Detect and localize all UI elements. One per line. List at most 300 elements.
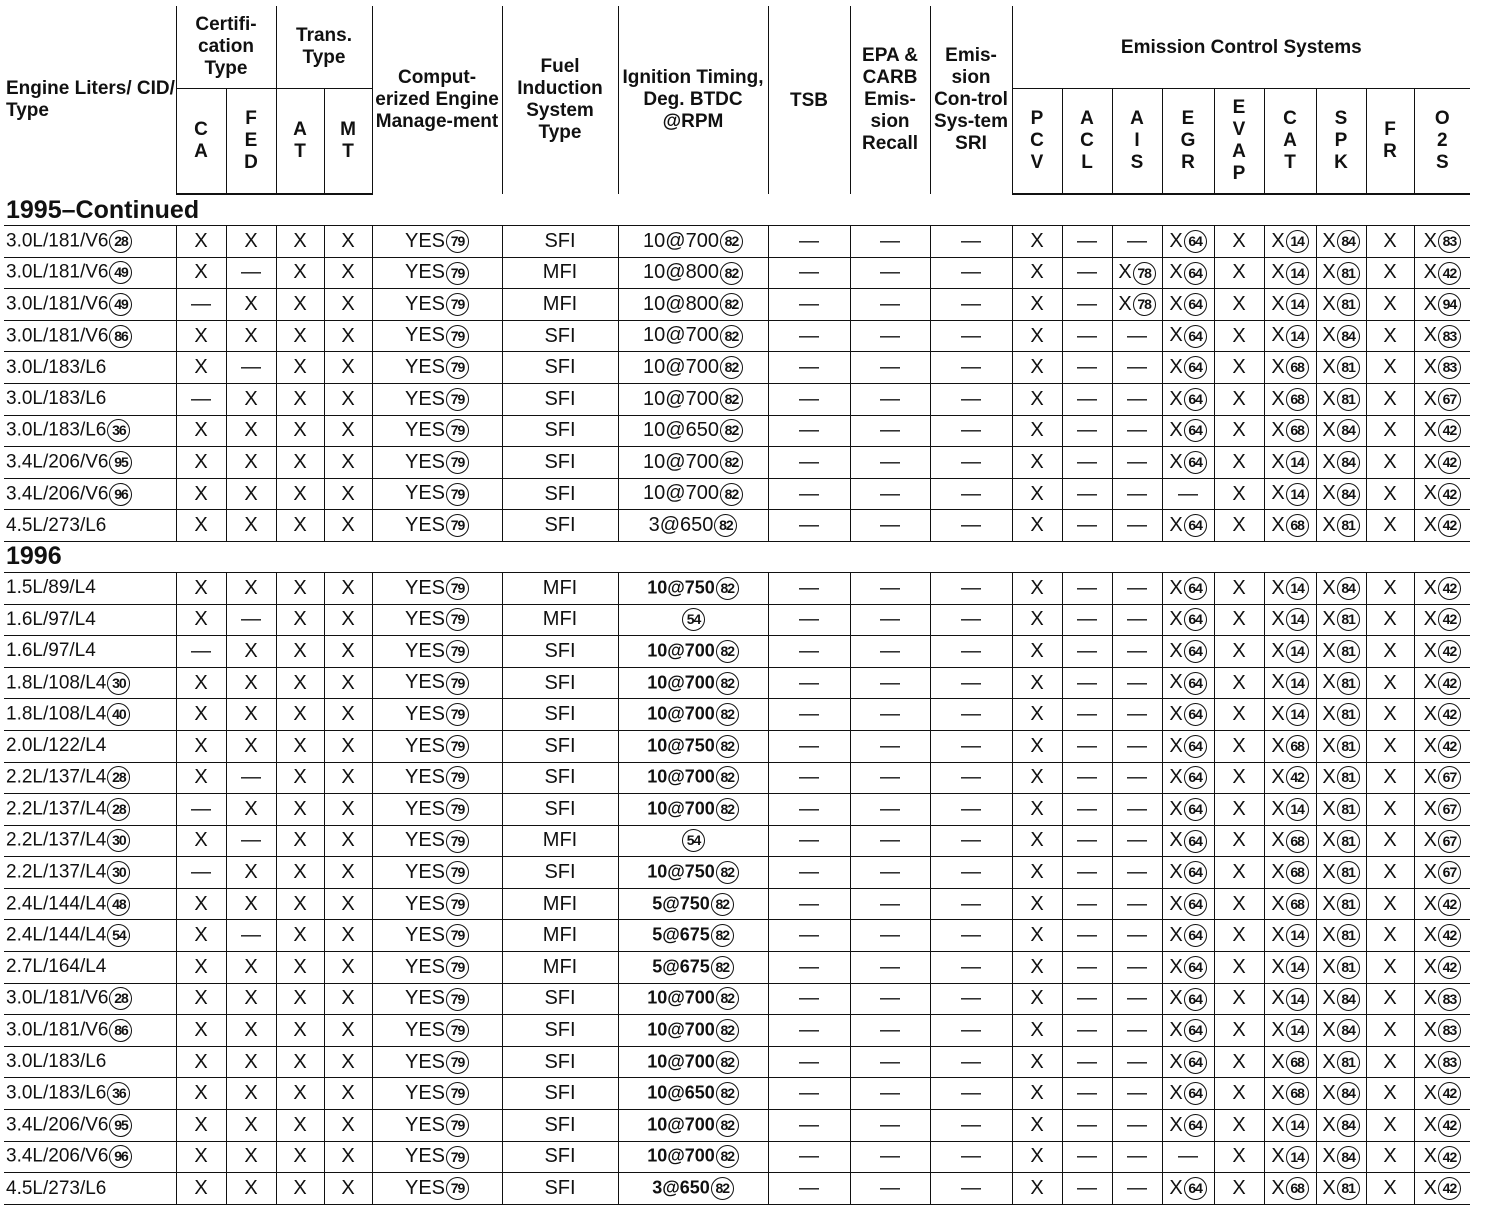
footnote-ref: 82 xyxy=(720,230,743,253)
ignition-cell xyxy=(618,352,768,384)
engine-cell-value: 2.2L/137/L4 xyxy=(6,798,107,820)
cat-cell xyxy=(1264,1078,1316,1110)
acl-cell-value: — xyxy=(1077,1019,1098,1042)
footnote-ref: 64 xyxy=(1184,608,1207,631)
trans-at-cell-value: X xyxy=(293,734,307,757)
computerized-cell-value: YES xyxy=(405,734,446,757)
cert-fed-cell xyxy=(226,604,276,636)
evap-cell xyxy=(1214,352,1264,384)
o2s-cell xyxy=(1414,289,1470,321)
cert-ca-cell-value: X xyxy=(194,829,208,852)
computerized-cell-value: YES xyxy=(405,892,446,915)
engine-cell xyxy=(4,226,176,258)
footnote-ref: 84 xyxy=(1337,419,1360,442)
footnote-ref: 82 xyxy=(720,356,743,379)
fr-cell xyxy=(1366,794,1414,826)
emission-sri-cell xyxy=(930,888,1012,920)
footnote-ref: 82 xyxy=(716,640,739,663)
cat-cell-value: X xyxy=(1271,1145,1285,1168)
cat-cell-value: X xyxy=(1271,292,1285,315)
footnote-ref: 81 xyxy=(1337,956,1360,979)
ignition-cell xyxy=(618,983,768,1015)
ignition-cell-value: 10@700 xyxy=(647,703,715,724)
cat-cell xyxy=(1264,572,1316,604)
o2s-cell xyxy=(1414,794,1470,826)
epa-carb-cell-value: — xyxy=(880,1177,901,1200)
fr-cell xyxy=(1366,762,1414,794)
cert-fed-cell xyxy=(226,794,276,826)
computerized-cell xyxy=(372,1015,502,1047)
pcv-cell xyxy=(1012,730,1062,762)
evap-cell xyxy=(1214,1110,1264,1142)
cert-fed-cell xyxy=(226,699,276,731)
ignition-cell-value: 10@700 xyxy=(643,356,719,379)
footnote-ref: 42 xyxy=(1438,703,1461,726)
footnote-ref: 68 xyxy=(1286,735,1309,758)
engine-cell-value: 3.4L/206/V6 xyxy=(6,1145,109,1167)
epa-carb-cell-value: — xyxy=(880,450,901,473)
table-row xyxy=(4,510,1470,542)
acl-cell-value: — xyxy=(1077,766,1098,789)
pcv-cell-value: X xyxy=(1030,797,1044,820)
pcv-cell xyxy=(1012,920,1062,952)
pcv-cell-value: X xyxy=(1030,1050,1044,1073)
footnote-ref: 14 xyxy=(1286,1114,1309,1137)
footnote-ref: 64 xyxy=(1184,293,1207,316)
footnote-ref: 36 xyxy=(107,419,130,442)
fr-cell-value: X xyxy=(1383,766,1397,789)
header-ecs-evap xyxy=(1214,89,1264,195)
footnote-ref: 64 xyxy=(1184,893,1207,916)
emission-sri-cell-value: — xyxy=(961,1145,982,1168)
trans-mt-cell-value: X xyxy=(341,608,355,631)
ais-cell-value: — xyxy=(1127,387,1148,410)
o2s-cell-value: X xyxy=(1423,1113,1437,1136)
footnote-ref: 81 xyxy=(1337,356,1360,379)
ignition-cell-value: 10@700 xyxy=(647,798,715,819)
table-row xyxy=(4,825,1470,857)
header-ecs-cat xyxy=(1264,89,1316,195)
footnote-ref: 82 xyxy=(716,577,739,600)
spk-cell xyxy=(1316,730,1366,762)
cat-cell-value: X xyxy=(1271,797,1285,820)
cert-ca-cell-value: — xyxy=(191,292,211,315)
spk-cell xyxy=(1316,699,1366,731)
ignition-cell-value: 3@650 xyxy=(652,1177,710,1198)
engine-cell-value: 3.0L/183/L6 xyxy=(6,1082,107,1104)
header-computerized: Comput-erized Engine Manage-ment xyxy=(372,6,502,194)
ignition-cell xyxy=(618,478,768,510)
cert-ca-cell xyxy=(176,226,226,258)
trans-at-cell xyxy=(276,447,324,479)
cert-fed-cell-value: — xyxy=(241,829,261,852)
evap-cell xyxy=(1214,320,1264,352)
footnote-ref: 42 xyxy=(1438,956,1461,979)
computerized-cell-value: YES xyxy=(405,1145,446,1168)
table-row xyxy=(4,699,1470,731)
trans-at-cell xyxy=(276,1173,324,1205)
ais-cell-value: — xyxy=(1127,1177,1148,1200)
spk-cell xyxy=(1316,478,1366,510)
fr-cell-value: X xyxy=(1383,987,1397,1010)
tsb-cell-value: — xyxy=(799,482,820,505)
emission-sri-cell-value: — xyxy=(961,324,982,347)
acl-cell-value: — xyxy=(1077,356,1098,379)
fuel-induction-cell xyxy=(502,794,618,826)
ignition-cell xyxy=(618,510,768,542)
cert-fed-cell-value: — xyxy=(241,608,261,631)
evap-cell xyxy=(1214,730,1264,762)
ais-cell xyxy=(1112,1015,1162,1047)
tsb-cell-value: — xyxy=(799,1113,820,1136)
header-ecs-o2s xyxy=(1414,89,1470,195)
epa-carb-cell xyxy=(850,699,930,731)
evap-cell-value: X xyxy=(1232,766,1246,789)
cert-ca-cell xyxy=(176,447,226,479)
footnote-ref: 42 xyxy=(1438,1082,1461,1105)
ais-cell xyxy=(1112,1110,1162,1142)
ignition-cell xyxy=(618,415,768,447)
computerized-cell-value: YES xyxy=(405,514,446,537)
cat-cell-value: X xyxy=(1271,987,1285,1010)
footnote-ref: 42 xyxy=(1438,577,1461,600)
pcv-cell-value: X xyxy=(1030,671,1044,694)
cat-cell xyxy=(1264,920,1316,952)
evap-cell xyxy=(1214,572,1264,604)
cert-ca-cell-value: — xyxy=(191,797,211,820)
trans-mt-cell-value: X xyxy=(341,861,355,884)
fuel-induction-cell xyxy=(502,320,618,352)
footnote-ref: 64 xyxy=(1184,735,1207,758)
trans-at-cell-value: X xyxy=(293,419,307,442)
epa-carb-cell-value: — xyxy=(880,387,901,410)
engine-cell-value: 1.5L/89/L4 xyxy=(6,577,96,599)
footnote-ref: 68 xyxy=(1286,1082,1309,1105)
trans-mt-cell-value: X xyxy=(341,892,355,915)
epa-carb-cell xyxy=(850,510,930,542)
fuel-induction-cell-value: SFI xyxy=(544,987,576,1010)
emission-sri-cell xyxy=(930,825,1012,857)
epa-carb-cell xyxy=(850,415,930,447)
egr-cell-value: X xyxy=(1169,829,1183,852)
cert-fed-cell xyxy=(226,636,276,668)
fr-cell xyxy=(1366,415,1414,447)
evap-cell xyxy=(1214,415,1264,447)
trans-mt-cell xyxy=(324,320,372,352)
footnote-ref: 67 xyxy=(1438,830,1461,853)
trans-mt-cell xyxy=(324,510,372,542)
cert-fed-cell xyxy=(226,415,276,447)
cert-ca-cell xyxy=(176,794,226,826)
engine-cell-value: 3.0L/181/V6 xyxy=(6,987,109,1009)
trans-at-cell xyxy=(276,730,324,762)
trans-at-cell xyxy=(276,289,324,321)
footnote-ref: 42 xyxy=(1438,1114,1461,1137)
footnote-ref: 28 xyxy=(109,230,132,253)
footnote-ref: 64 xyxy=(1184,1019,1207,1042)
footnote-ref: 79 xyxy=(446,766,469,789)
engine-cell xyxy=(4,825,176,857)
engine-cell xyxy=(4,636,176,668)
cert-fed-cell-value: X xyxy=(244,892,258,915)
computerized-cell-value: YES xyxy=(405,324,446,347)
footnote-ref: 82 xyxy=(711,893,734,916)
cert-ca-cell-value: X xyxy=(194,514,208,537)
cert-fed-cell-value: X xyxy=(244,482,258,505)
emission-spec-table xyxy=(4,6,1470,1205)
cert-ca-cell-value: X xyxy=(194,324,208,347)
epa-carb-cell xyxy=(850,320,930,352)
evap-cell xyxy=(1214,1046,1264,1078)
pcv-cell-value: X xyxy=(1030,419,1044,442)
table-row xyxy=(4,1110,1470,1142)
cat-cell-value: X xyxy=(1271,1082,1285,1105)
evap-cell xyxy=(1214,383,1264,415)
ignition-cell xyxy=(618,667,768,699)
footnote-ref: 79 xyxy=(446,1114,469,1137)
o2s-cell-value: X xyxy=(1423,797,1437,820)
evap-cell-value: X xyxy=(1232,419,1246,442)
cert-fed-cell-value: X xyxy=(244,1113,258,1136)
computerized-cell-value: YES xyxy=(405,987,446,1010)
trans-at-cell-value: X xyxy=(293,829,307,852)
evap-cell-value: X xyxy=(1232,1145,1246,1168)
o2s-cell-value: X xyxy=(1423,766,1437,789)
acl-cell xyxy=(1062,1015,1112,1047)
trans-at-cell-value: X xyxy=(293,924,307,947)
computerized-cell-value: YES xyxy=(405,1176,446,1199)
engine-cell-value: 4.5L/273/L6 xyxy=(6,1177,107,1199)
cert-fed-cell xyxy=(226,257,276,289)
computerized-cell-value: YES xyxy=(405,261,446,284)
footnote-ref: 96 xyxy=(109,1145,132,1168)
table-row xyxy=(4,730,1470,762)
acl-cell xyxy=(1062,699,1112,731)
table-row xyxy=(4,762,1470,794)
evap-cell xyxy=(1214,983,1264,1015)
evap-cell xyxy=(1214,1078,1264,1110)
engine-cell xyxy=(4,383,176,415)
fuel-induction-cell-value: MFI xyxy=(542,292,578,315)
footnote-ref: 83 xyxy=(1438,356,1461,379)
footnote-ref: 14 xyxy=(1286,483,1309,506)
cert-ca-cell-value: X xyxy=(194,987,208,1010)
pcv-cell-value: X xyxy=(1030,892,1044,915)
trans-at-cell xyxy=(276,478,324,510)
ais-cell xyxy=(1112,730,1162,762)
footnote-ref: 82 xyxy=(716,1051,739,1074)
emission-sri-cell-value: — xyxy=(961,671,982,694)
footnote-ref: 14 xyxy=(1286,325,1309,348)
trans-mt-cell-value: X xyxy=(341,797,355,820)
epa-carb-cell xyxy=(850,289,930,321)
o2s-cell xyxy=(1414,667,1470,699)
cert-ca-cell-value: X xyxy=(194,766,208,789)
footnote-ref: 67 xyxy=(1438,798,1461,821)
emission-sri-cell-value: — xyxy=(961,261,982,284)
table-row xyxy=(4,572,1470,604)
ignition-cell-value: 10@800 xyxy=(643,261,719,284)
ignition-cell-value: 3@650 xyxy=(648,514,714,537)
cert-ca-cell xyxy=(176,1141,226,1173)
cat-cell xyxy=(1264,447,1316,479)
fr-cell xyxy=(1366,1110,1414,1142)
pcv-cell-value: X xyxy=(1030,924,1044,947)
cat-cell xyxy=(1264,383,1316,415)
acl-cell-value: — xyxy=(1077,387,1098,410)
engine-cell xyxy=(4,699,176,731)
o2s-cell-value: X xyxy=(1423,229,1437,252)
egr-cell-value: X xyxy=(1169,1082,1183,1105)
o2s-cell xyxy=(1414,320,1470,352)
trans-mt-cell-value: X xyxy=(341,1113,355,1136)
cat-cell xyxy=(1264,1173,1316,1205)
trans-at-cell-value: X xyxy=(293,261,307,284)
o2s-cell-value: X xyxy=(1423,1018,1437,1041)
spk-cell-value: X xyxy=(1322,860,1336,883)
trans-at-cell-value: X xyxy=(293,797,307,820)
egr-cell xyxy=(1162,794,1214,826)
footnote-ref: 42 xyxy=(1438,672,1461,695)
cert-ca-cell xyxy=(176,604,226,636)
footnote-ref: 82 xyxy=(720,419,743,442)
ignition-cell xyxy=(618,825,768,857)
epa-carb-cell-value: — xyxy=(880,229,901,252)
cert-fed-cell xyxy=(226,1078,276,1110)
evap-cell xyxy=(1214,794,1264,826)
footnote-ref: 96 xyxy=(109,483,132,506)
cat-cell-value: X xyxy=(1271,829,1285,852)
fuel-induction-cell-value: SFI xyxy=(544,1082,576,1105)
footnote-ref: 67 xyxy=(1438,861,1461,884)
egr-cell xyxy=(1162,447,1214,479)
pcv-cell xyxy=(1012,572,1062,604)
ignition-cell-value: 5@675 xyxy=(652,924,710,945)
o2s-cell xyxy=(1414,825,1470,857)
cert-fed-cell-value: X xyxy=(244,419,258,442)
cat-cell xyxy=(1264,478,1316,510)
footnote-ref: 28 xyxy=(109,987,132,1010)
footnote-ref: 79 xyxy=(446,577,469,600)
o2s-cell xyxy=(1414,1173,1470,1205)
fr-cell-value: X xyxy=(1383,861,1397,884)
ignition-cell xyxy=(618,1078,768,1110)
acl-cell-value: — xyxy=(1077,671,1098,694)
emission-sri-cell xyxy=(930,920,1012,952)
ignition-cell xyxy=(618,447,768,479)
evap-cell-value: X xyxy=(1232,387,1246,410)
egr-cell-value: X xyxy=(1169,292,1183,315)
evap-cell-value: X xyxy=(1232,356,1246,379)
computerized-cell xyxy=(372,415,502,447)
computerized-cell xyxy=(372,447,502,479)
evap-cell-value: X xyxy=(1232,608,1246,631)
footnote-ref: 86 xyxy=(109,325,132,348)
fuel-induction-cell xyxy=(502,289,618,321)
tsb-cell-value: — xyxy=(799,419,820,442)
footnote-ref: 95 xyxy=(109,1114,132,1137)
pcv-cell-value: X xyxy=(1030,387,1044,410)
trans-at-cell-value: X xyxy=(293,1113,307,1136)
computerized-cell xyxy=(372,1046,502,1078)
cert-fed-cell xyxy=(226,510,276,542)
o2s-cell xyxy=(1414,604,1470,636)
table-row xyxy=(4,952,1470,984)
footnote-ref: 83 xyxy=(1438,988,1461,1011)
o2s-cell-value: X xyxy=(1423,419,1437,442)
footnote-ref: 14 xyxy=(1286,988,1309,1011)
o2s-cell xyxy=(1414,983,1470,1015)
fuel-induction-cell-value: MFI xyxy=(542,955,578,978)
trans-at-cell xyxy=(276,762,324,794)
footnote-ref: 14 xyxy=(1286,608,1309,631)
epa-carb-cell xyxy=(850,383,930,415)
trans-mt-cell xyxy=(324,383,372,415)
footnote-ref: 78 xyxy=(1133,262,1156,285)
engine-cell-value: 1.6L/97/L4 xyxy=(6,640,96,662)
ais-cell-value: X xyxy=(1118,261,1132,284)
fuel-induction-cell-value: SFI xyxy=(544,797,576,820)
year-heading: 1995–Continued xyxy=(4,194,1470,226)
computerized-cell-value: YES xyxy=(405,292,446,315)
spk-cell xyxy=(1316,920,1366,952)
spk-cell xyxy=(1316,1173,1366,1205)
egr-cell xyxy=(1162,226,1214,258)
acl-cell-value: — xyxy=(1077,1082,1098,1105)
fuel-induction-cell-value: SFI xyxy=(544,766,576,789)
trans-mt-cell-value: X xyxy=(341,292,355,315)
trans-mt-cell-value: X xyxy=(341,1019,355,1042)
acl-cell-value: — xyxy=(1077,229,1098,252)
fr-cell-value: X xyxy=(1383,892,1397,915)
footnote-ref: 68 xyxy=(1286,356,1309,379)
acl-cell xyxy=(1062,730,1112,762)
spk-cell-value: X xyxy=(1322,356,1336,379)
table-row xyxy=(4,1015,1470,1047)
computerized-cell-value: YES xyxy=(405,766,446,789)
tsb-cell-value: — xyxy=(799,292,820,315)
tsb-cell-value: — xyxy=(799,671,820,694)
cert-ca-cell xyxy=(176,857,226,889)
fr-cell-value: X xyxy=(1383,1050,1397,1073)
fuel-induction-cell xyxy=(502,699,618,731)
epa-carb-cell xyxy=(850,352,930,384)
pcv-cell-value: X xyxy=(1030,1177,1044,1200)
fr-cell-value: X xyxy=(1383,671,1397,694)
table-row xyxy=(4,320,1470,352)
table-header xyxy=(4,6,1470,194)
fuel-induction-cell xyxy=(502,825,618,857)
cert-fed-cell xyxy=(226,320,276,352)
epa-carb-cell xyxy=(850,888,930,920)
acl-cell-value: — xyxy=(1077,703,1098,726)
o2s-cell-value: X xyxy=(1423,671,1437,694)
o2s-cell-value: X xyxy=(1423,1145,1437,1168)
fr-cell xyxy=(1366,604,1414,636)
computerized-cell xyxy=(372,383,502,415)
epa-carb-cell xyxy=(850,730,930,762)
trans-mt-cell-value: X xyxy=(341,387,355,410)
ignition-cell xyxy=(618,383,768,415)
engine-cell-value: 2.0L/122/L4 xyxy=(6,735,107,757)
egr-cell xyxy=(1162,952,1214,984)
computerized-cell xyxy=(372,667,502,699)
fuel-induction-cell-value: SFI xyxy=(544,639,576,662)
spk-cell-value: X xyxy=(1322,987,1336,1010)
cert-fed-cell xyxy=(226,920,276,952)
footnote-ref: 94 xyxy=(1438,293,1461,316)
footnote-ref: 79 xyxy=(446,1051,469,1074)
